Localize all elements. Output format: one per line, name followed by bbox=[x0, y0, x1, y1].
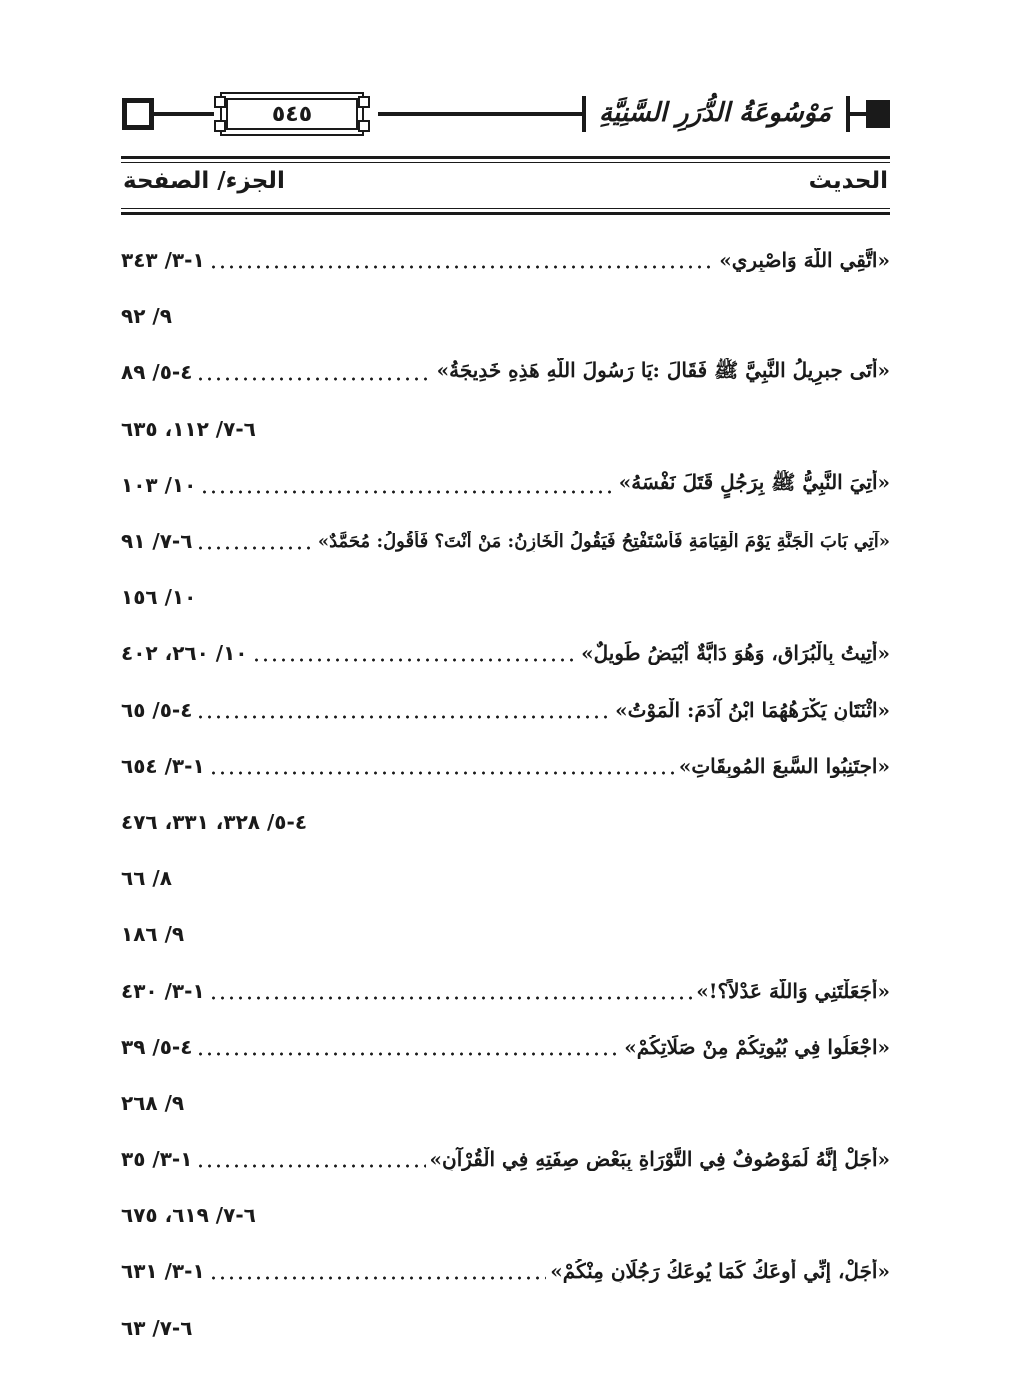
index-row bbox=[121, 1131, 890, 1187]
dot-leader bbox=[200, 473, 614, 497]
page-number-frame bbox=[206, 92, 378, 136]
header-tick bbox=[582, 96, 586, 132]
volume-page-ref: ١-٣/ ٦٥٤ bbox=[121, 753, 205, 778]
hadith-text: «اثْنَتَانِ يَكْرَهُهُمَا ابْنُ آدَمَ: الْمَوْتُ» bbox=[615, 697, 890, 722]
hadith-text: «أَجَلْ إِنَّهُ لَمَوْصُوفٌ فِي التَّوْرَاةِ بِبَعْضِ صِفَتِهِ فِي الْقُرْآنِ» bbox=[429, 1147, 890, 1172]
page-number: ٥٤٥ bbox=[226, 98, 358, 130]
book-title: مَوْسُوعَةُ الدُّرَرِ السَّنِيَّةِ bbox=[599, 98, 832, 128]
index-row-continuation bbox=[121, 1187, 890, 1243]
volume-page-ref: ١٠/ ١٠٣ bbox=[121, 472, 197, 497]
index-row bbox=[121, 682, 890, 738]
dot-leader bbox=[196, 529, 313, 553]
top-rule-thin bbox=[121, 162, 890, 163]
page-header bbox=[120, 90, 890, 146]
header-rule-middle bbox=[378, 112, 586, 116]
header-ornament-left-square bbox=[122, 98, 154, 130]
index-row-continuation bbox=[121, 401, 890, 457]
index-row bbox=[121, 1243, 890, 1299]
volume-page-ref: ٦-٧/ ٦١٩، ٦٧٥ bbox=[121, 1203, 256, 1228]
hadith-text: «أَجَلْ، إِنِّي أُوعَكُ كَمَا يُوعَكُ رَجُلَانِ مِنْكُمْ» bbox=[550, 1259, 890, 1284]
hadith-text: «آتِي بَابَ الْجَنَّةِ يَوْمَ الْقِيَامَةِ فَأَسْتَفْتِحُ فَيَقُولُ الْخَازِنُ: مَنْ أَنْتَ؟ فَأَقُولُ: مُحَمَّدٌ» bbox=[317, 530, 890, 552]
index-row bbox=[121, 232, 890, 288]
index-row bbox=[121, 457, 890, 513]
index-row bbox=[121, 1019, 890, 1075]
index-row-continuation bbox=[121, 1300, 890, 1356]
header-rule-right bbox=[850, 112, 866, 116]
volume-page-ref: ٩/ ٩٢ bbox=[121, 304, 172, 329]
volume-page-ref: ٩/ ١٨٦ bbox=[121, 922, 185, 947]
frame-knot bbox=[214, 120, 226, 132]
volume-page-ref: ٦-٧/ ١١٢، ٦٣٥ bbox=[121, 416, 256, 441]
column-header bbox=[121, 168, 890, 208]
index-row-continuation bbox=[121, 794, 890, 850]
volume-page-ref: ٤-٥/ ٣٢٨، ٣٣١، ٤٧٦ bbox=[121, 809, 308, 834]
index-row bbox=[121, 513, 890, 569]
frame-knot bbox=[358, 96, 370, 108]
volume-page-ref: ١-٣/ ٣٤٣ bbox=[121, 248, 205, 273]
dot-leader bbox=[196, 1035, 620, 1059]
top-rule-thick bbox=[121, 156, 890, 159]
volume-page-ref: ١-٣/ ٦٣١ bbox=[121, 1259, 205, 1284]
volume-page-ref: ٤-٥/ ٦٥ bbox=[121, 697, 193, 722]
hadith-text: «اتَّقِي اللَّهَ وَاصْبِرِي» bbox=[719, 248, 890, 273]
index-row bbox=[121, 344, 890, 400]
index-row bbox=[121, 962, 890, 1018]
dot-leader bbox=[209, 979, 693, 1003]
volume-page-ref: ١٠/ ٢٦٠، ٤٠٢ bbox=[121, 641, 248, 666]
hadith-text: «اجتَنِبُوا السَّبعَ المُوبِقَاتِ» bbox=[678, 753, 890, 778]
index-row bbox=[121, 625, 890, 681]
volume-page-ref: ١٠/ ١٥٦ bbox=[121, 585, 197, 610]
dot-leader bbox=[252, 641, 578, 665]
index-row-continuation bbox=[121, 1075, 890, 1131]
volume-page-ref: ٦-٧/ ٩١ bbox=[121, 529, 193, 554]
hadith-index-list bbox=[121, 232, 890, 1356]
header-bottom-rule-thin bbox=[121, 208, 890, 209]
header-ornament-right-square bbox=[866, 100, 890, 128]
index-row-continuation bbox=[121, 850, 890, 906]
dot-leader bbox=[196, 1147, 425, 1171]
hadith-text: «اجْعَلُوا فِي بُيُوتِكُمْ مِنْ صَلَاتِكُمْ» bbox=[624, 1034, 890, 1059]
dot-leader bbox=[209, 1259, 547, 1283]
index-row bbox=[121, 738, 890, 794]
column-volume-page-label: الجزء/ الصفحة bbox=[123, 168, 285, 194]
hadith-text: «أَجَعَلْتَنِي وَاللَّهَ عَدْلاً؟!» bbox=[696, 978, 890, 1003]
hadith-text: «أُتِيتُ بِالْبُرَاقِ، وَهُوَ دَابَّةٌ أَبْيَضُ طَوِيلٌ» bbox=[581, 641, 890, 666]
header-bottom-rule-thick bbox=[121, 212, 890, 215]
header-rule-left bbox=[154, 112, 214, 116]
index-row-continuation bbox=[121, 569, 890, 625]
volume-page-ref: ٦-٧/ ٦٣ bbox=[121, 1315, 193, 1340]
dot-leader bbox=[196, 698, 611, 722]
hadith-text: «أُتِيَ النَّبِيُّ ﷺ بِرَجُلٍ قَتَلَ نَفْسَهُ» bbox=[618, 470, 890, 495]
volume-page-ref: ٨/ ٦٦ bbox=[121, 866, 172, 891]
volume-page-ref: ١-٣/ ٤٣٠ bbox=[121, 978, 205, 1003]
dot-leader bbox=[209, 754, 675, 778]
column-hadith-label: الحديث bbox=[808, 168, 888, 194]
hadith-text: «أَتَى جبرِيلُ النَّبِيَّ ﷺ فَقَالَ :يَا رَسُولَ اللَّهِ هَذِهِ خَدِيجَةُ» bbox=[436, 357, 890, 382]
frame-knot bbox=[214, 96, 226, 108]
volume-page-ref: ٤-٥/ ٨٩ bbox=[121, 360, 193, 385]
index-row-continuation bbox=[121, 906, 890, 962]
volume-page-ref: ١-٣/ ٣٥ bbox=[121, 1147, 193, 1172]
volume-page-ref: ٤-٥/ ٣٩ bbox=[121, 1034, 193, 1059]
index-row-continuation bbox=[121, 288, 890, 344]
dot-leader bbox=[196, 360, 432, 384]
frame-knot bbox=[358, 120, 370, 132]
volume-page-ref: ٩/ ٢٦٨ bbox=[121, 1090, 185, 1115]
dot-leader bbox=[209, 248, 716, 272]
